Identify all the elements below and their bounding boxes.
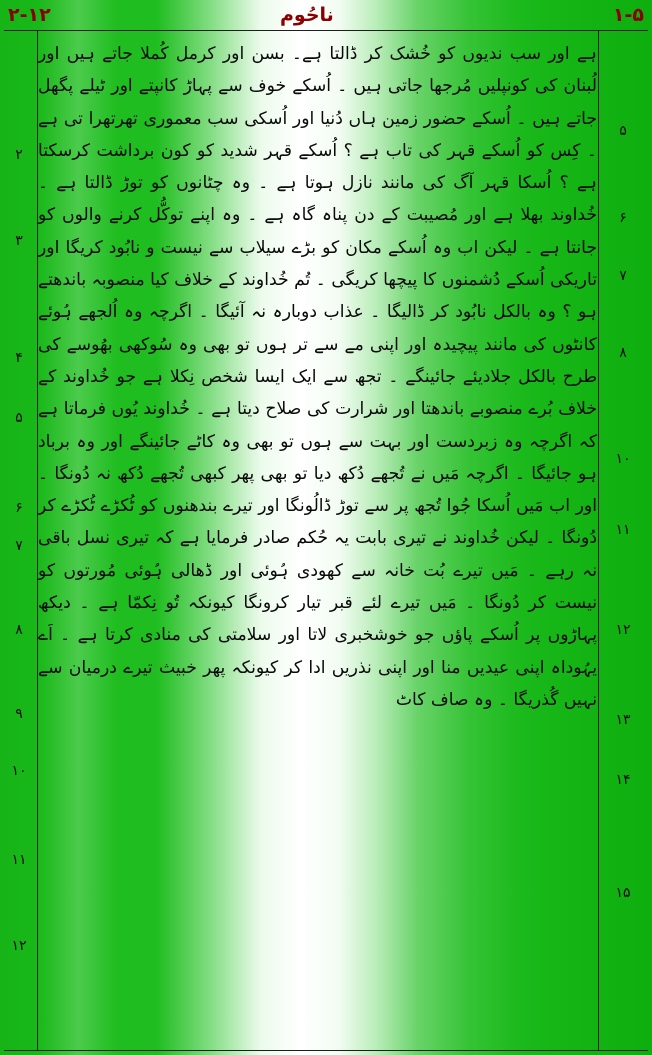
verse-number: ۴ (15, 350, 23, 366)
main-text-column (38, 38, 597, 716)
footer-rule (4, 1050, 648, 1051)
header-rule (4, 30, 648, 31)
verse-number: ۱۵ (615, 885, 631, 901)
verse-number: ۱۰ (11, 763, 27, 779)
page-header (0, 0, 652, 30)
verse-number: ۱۲ (615, 622, 631, 638)
verse-number: ۱۳ (615, 712, 631, 728)
verse-number: ۸ (15, 622, 23, 638)
book-title: ناحُوم (280, 4, 334, 26)
chapter-range-right: ۱-۵ (612, 4, 644, 26)
chapter-range-left: ۲-۱۲ (8, 4, 51, 26)
verse-number: ۳ (15, 233, 23, 249)
verse-number: ۱۰ (615, 451, 631, 467)
verse-number: ۱۱ (615, 522, 631, 538)
verse-number: ۱۱ (11, 852, 27, 868)
main-text-block: ہے اور سب ندیوں کو خُشک کر ڈالتا ہے۔ بسن اور کرمل کُملا جاتے ہیں اور لُبنان کی کونپلیں مُرجھا جاتی ہیں ۔ اُسکے خوف سے پہاڑ کانپتے اور ٹیلے پگھل جاتے ہیں ۔ اُسکے حضور زمین ہاں دُنیا اور اُسکی سب معموری تھرتھرا تی ہے ۔ کِس کو اُسکے قہر کی تاب ہے ؟ اُسکے قہر شدید کو کون برداشت کرسکتا ہے ؟ اُسکا قہر آگ کی مانند نازل ہوتا ہے ۔ وہ چٹانوں کو توڑ ڈالتا ہے ۔ خُداوند بھلا ہے اور مُصیبت کے دن پناہ گاہ ہے ۔ وہ اپنے توکُّل کرنے والوں کو جانتا ہے ۔ لیکن اب وہ اُسکے مکان کو بڑے سیلاب سے نیست و نابُود کریگا اور تاریکی اُسکے دُشمنوں کا پیچھا کریگی ۔ تُم خُداوند کے خلاف کیا منصوبہ باندھتے ہو ؟ وہ بالکل نابُود کر ڈالیگا ۔ عذاب دوبارہ نہ آئیگا ۔ اگرچہ وہ اُلجھے ہُوئے کانٹوں کی مانند پیچیدہ اور اپنی مے سے تر ہوں تو بھی وہ سُوکھی بھُوسے کی طرح بالکل جلادیئے جائینگے ۔ تجھ سے ایک ایسا شخص نِکلا ہے جو خُداوند کے خلاف بُرے منصوبے باندھتا اور شرارت کی صلاح دیتا ہے ۔ خُداوند یُوں فرماتا ہے کہ اگرچہ وہ زبردست اور بہت سے ہوں تو بھی وہ کاٹے جائینگے اور وہ برباد ہو جائیگا ۔ اگرچہ مَیں نے تُجھے دُکھ دیا تو بھی پھر کبھی تُجھے دُکھ نہ دُونگا ۔ اور اب مَیں اُسکا جُوا تُجھ پر سے توڑ ڈالُونگا اور تیرے بندھنوں کو ٹُکڑے ٹُکڑے کر دُونگا ۔ لیکن خُداوند نے تیری بابت یہ حُکم صادر فرمایا ہے کہ تیری نسل باقی نہ رہے ۔ مَیں تیرے بُت خانہ سے کھودی ہُوئی اور ڈھالی ہُوئی مُورتوں کو نیست کر دُونگا ۔ مَیں تیرے لئے قبر تیار کرونگا کیونکہ تُو نِکمّا ہے ۔ دیکھ پہاڑوں پر اُسکے پاؤں جو خوشخبری لاتا اور سلامتی کی منادی کرتا ہے ۔ اَے یہُوداہ اپنی عیدیں منا اور اپنی نذریں ادا کر کیونکہ پھر خبیث تیرے درمیان سے نہیں گُذریگا ۔ وہ صاف کاٹ (38, 44, 597, 710)
verse-number: ۶ (15, 500, 23, 516)
verse-number: ۸ (619, 345, 627, 361)
verse-number: ۶ (619, 210, 627, 226)
verse-number: ۷ (619, 268, 627, 284)
verse-number: ۷ (15, 538, 23, 554)
verse-number: ۵ (15, 410, 23, 426)
right-margin-rule (598, 30, 599, 1050)
verse-number: ۱۴ (615, 772, 631, 788)
verse-number: ۹ (15, 706, 23, 722)
verse-number: ۲ (15, 147, 23, 163)
verse-number: ۵ (619, 123, 627, 139)
verse-number: ۱۲ (11, 938, 27, 954)
